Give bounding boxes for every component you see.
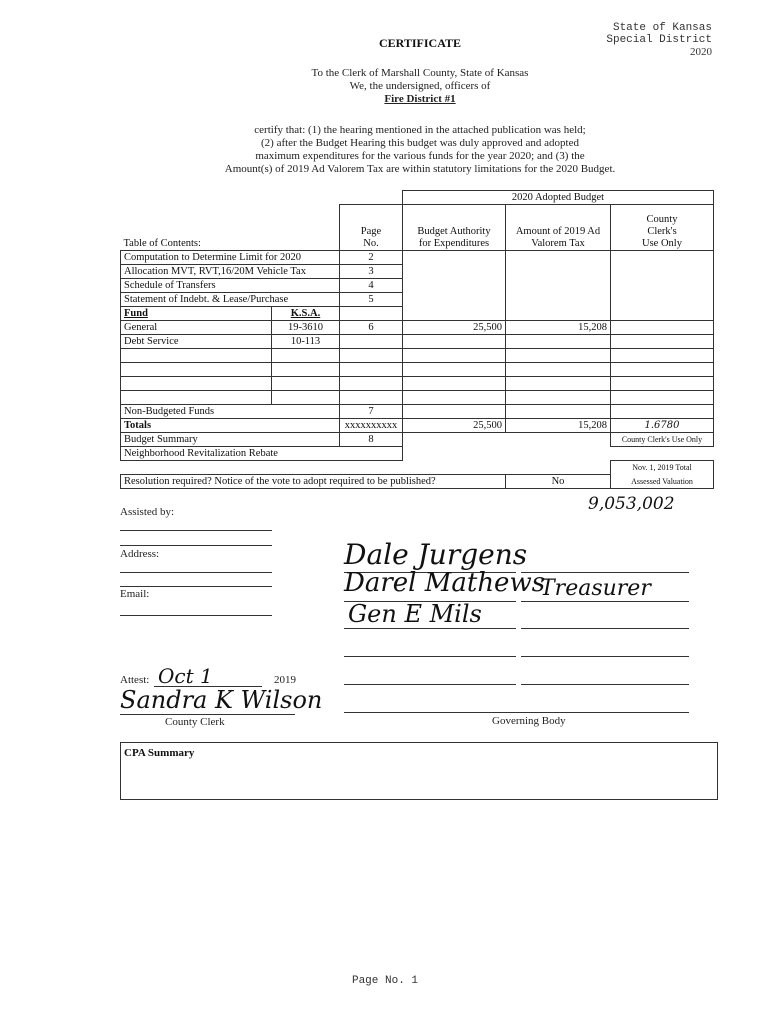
assisted-line bbox=[120, 545, 272, 546]
table-row: Allocation MVT, RVT,16/20M Vehicle Tax 3 bbox=[121, 265, 714, 279]
valuation-note: Nov. 1, 2019 Total bbox=[611, 461, 714, 475]
fund-label: Fund bbox=[121, 307, 272, 321]
signature-line bbox=[344, 628, 516, 629]
table-row: Non-Budgeted Funds 7 bbox=[121, 405, 714, 419]
certify-line1: certify that: (1) the hearing mentioned in the attached publication was held; bbox=[254, 124, 586, 136]
toc-header: Table of Contents: bbox=[123, 238, 201, 249]
signature-2: Darel Mathews bbox=[344, 568, 546, 598]
budget-authority-header: Budget Authority for Expenditures bbox=[403, 205, 506, 251]
state-label: State of Kansas bbox=[612, 22, 712, 34]
table-row bbox=[121, 363, 714, 377]
table-row: Computation to Determine Limit for 2020 2 bbox=[121, 251, 714, 265]
assisted-by-label: Assisted by: bbox=[120, 506, 175, 518]
email-label: Email: bbox=[120, 588, 150, 600]
signature-line bbox=[344, 684, 516, 685]
assisted-line bbox=[120, 530, 272, 531]
cpa-summary-box bbox=[120, 742, 718, 800]
certify-line4: Amount(s) of 2019 Ad Valorem Tax are within statutory limitations for the 2020 Budget. bbox=[224, 163, 616, 175]
page-no-header: Page No. bbox=[340, 205, 403, 251]
clerk-rate: 1.6780 bbox=[611, 419, 714, 433]
governing-body-label: Governing Body bbox=[492, 715, 566, 727]
table-row bbox=[121, 461, 714, 475]
signature-line bbox=[521, 572, 689, 573]
table-row: Schedule of Transfers 4 bbox=[121, 279, 714, 293]
clerk-line bbox=[120, 714, 295, 715]
table-row: General 19-3610 6 25,500 15,208 bbox=[121, 321, 714, 335]
revitalization-label: Neighborhood Revitalization Rebate bbox=[121, 447, 403, 461]
table-row: Totals xxxxxxxxxx 25,500 15,208 1.6780 bbox=[121, 419, 714, 433]
totals-label: Totals bbox=[121, 419, 340, 433]
totals-tax: 15,208 bbox=[506, 419, 611, 433]
county-clerk-label: County Clerk bbox=[165, 716, 225, 728]
attest-label: Attest: bbox=[120, 674, 150, 686]
email-line bbox=[120, 615, 272, 616]
year-label: 2020 bbox=[690, 46, 712, 58]
handwritten-valuation: 9,053,002 bbox=[588, 494, 675, 514]
ad-valorem-header: Amount of 2019 Ad Valorem Tax bbox=[506, 205, 611, 251]
page-number: Page No. 1 bbox=[351, 975, 418, 987]
county-clerk-header: County Clerk's Use Only bbox=[611, 205, 714, 251]
table-row bbox=[121, 391, 714, 405]
signature-line bbox=[344, 656, 516, 657]
certify-line3: maximum expenditures for the various funds for the year 2020; and (3) the bbox=[255, 150, 585, 162]
table-row bbox=[121, 307, 714, 321]
table-row: Budget Summary 8 County Clerk's Use Only bbox=[121, 433, 714, 447]
clerk-signature: Sandra K Wilson bbox=[120, 686, 323, 714]
intro-line1: To the Clerk of Marshall County, State of Kansas bbox=[311, 67, 529, 79]
signature-line bbox=[344, 712, 689, 713]
district-name: Fire District #1 bbox=[384, 93, 456, 105]
signature-line bbox=[521, 628, 689, 629]
resolution-label: Resolution required? Notice of the vote to adopt required to be published? bbox=[121, 475, 506, 489]
signature-line bbox=[521, 684, 689, 685]
budget-summary-label: Budget Summary bbox=[121, 433, 340, 447]
certificate-title: CERTIFICATE bbox=[378, 36, 462, 50]
valuation-note2: Assessed Valuation bbox=[611, 475, 714, 489]
signature-1: Dale Jurgens bbox=[344, 538, 528, 571]
table-row bbox=[121, 349, 714, 363]
intro-line2: We, the undersigned, officers of bbox=[349, 80, 491, 92]
attest-year: 2019 bbox=[274, 674, 296, 686]
cpa-summary-label: CPA Summary bbox=[124, 747, 195, 759]
signature-3: Gen E Mils bbox=[348, 600, 482, 628]
adopted-budget-header: 2020 Adopted Budget bbox=[403, 191, 714, 205]
certify-line2: (2) after the Budget Hearing this budget was duly approved and adopted bbox=[261, 137, 579, 149]
totals-budget: 25,500 bbox=[403, 419, 506, 433]
table-row bbox=[121, 475, 714, 489]
non-budgeted-label: Non-Budgeted Funds bbox=[121, 405, 340, 419]
table-row bbox=[121, 377, 714, 391]
signature-2-title: Treasurer bbox=[540, 576, 651, 601]
table-row bbox=[121, 447, 714, 461]
address-line bbox=[120, 572, 272, 573]
address-label: Address: bbox=[120, 548, 160, 560]
table-row: Statement of Indebt. & Lease/Purchase 5 bbox=[121, 293, 714, 307]
certify-block bbox=[120, 124, 720, 176]
district-type-label: Special District bbox=[606, 34, 712, 46]
attest-date: Oct 1 bbox=[158, 664, 213, 688]
clerk-use-note: County Clerk's Use Only bbox=[611, 433, 714, 447]
address-line bbox=[120, 586, 272, 587]
signature-line bbox=[521, 656, 689, 657]
table-row: Debt Service 10-113 bbox=[121, 335, 714, 349]
ksa-label: K.S.A. bbox=[272, 307, 340, 321]
budget-table bbox=[120, 190, 714, 489]
signature-line bbox=[521, 601, 689, 602]
resolution-answer: No bbox=[506, 475, 611, 489]
